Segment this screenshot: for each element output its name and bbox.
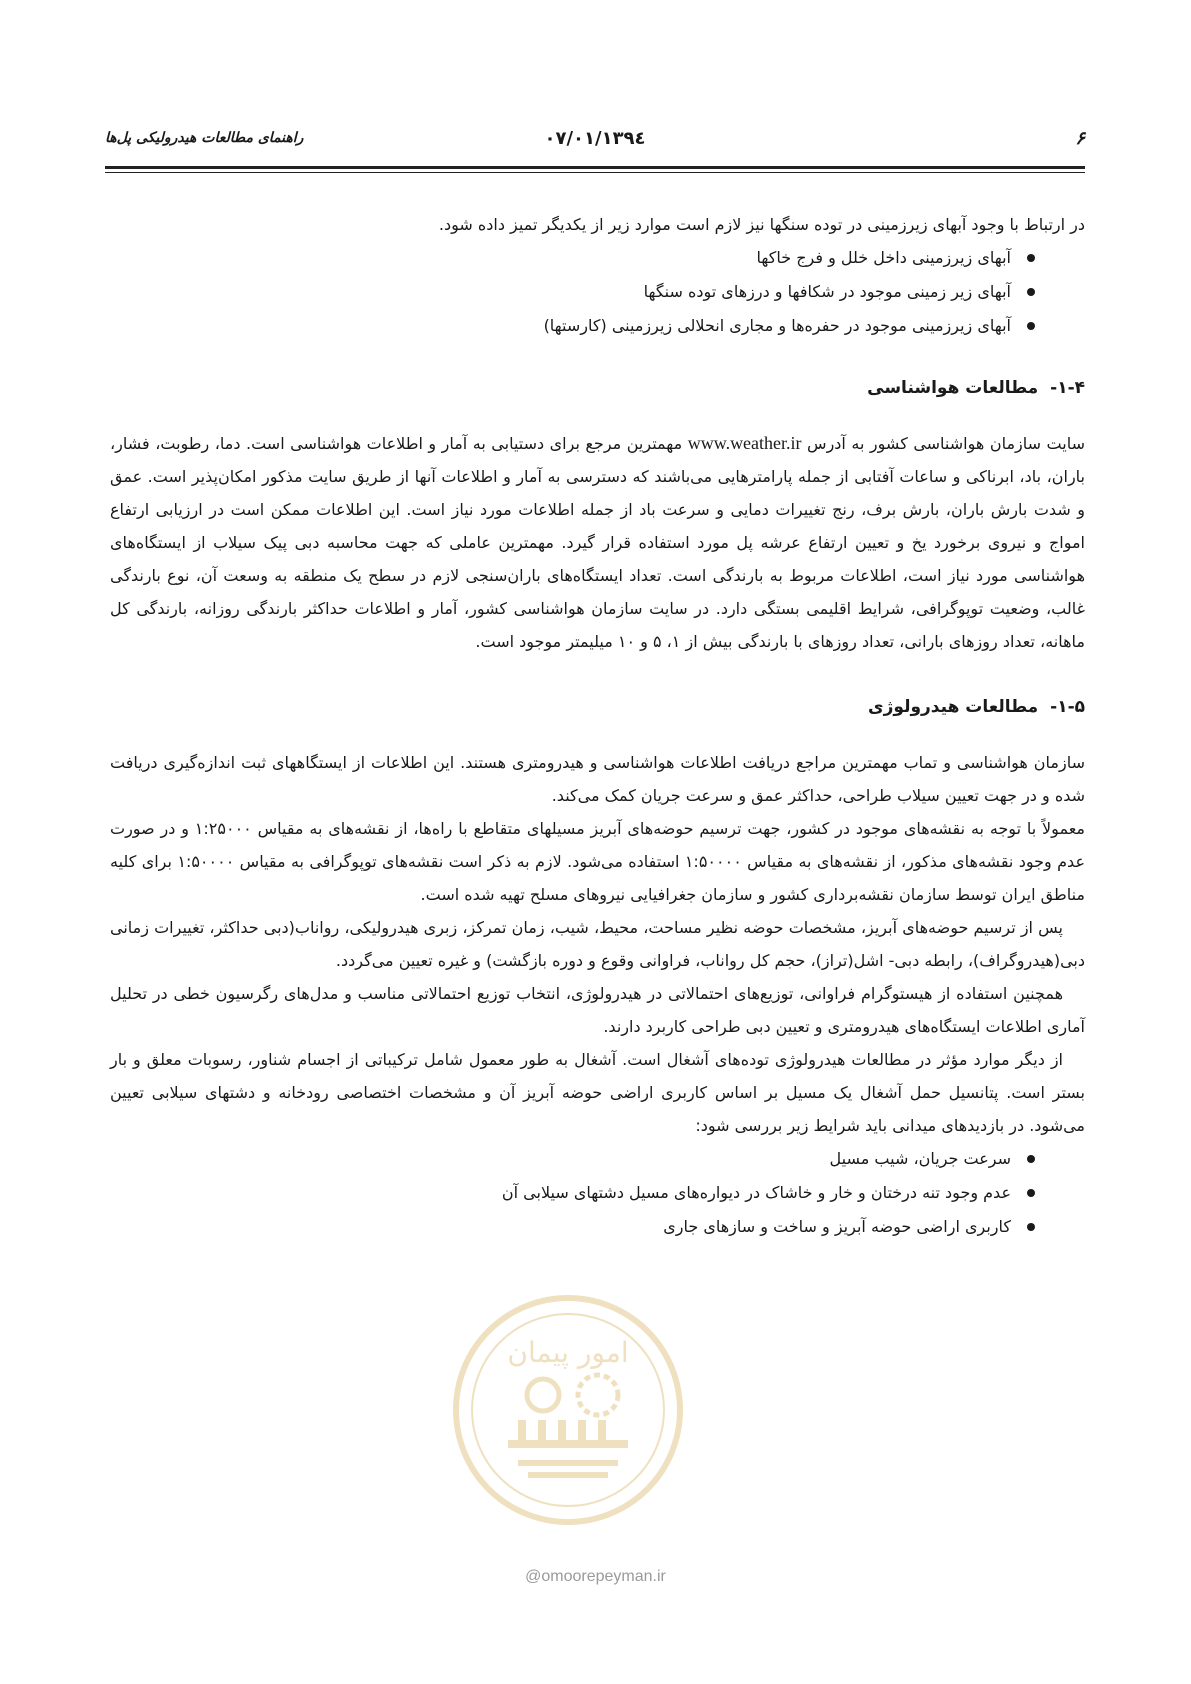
running-title: راهنمای مطالعات هیدرولیکی پل‌ها (105, 130, 304, 146)
list-item: سرعت جریان، شیب مسیل (110, 1142, 1035, 1176)
bullet-icon (1027, 288, 1035, 296)
watermark-url: @omoorepeyman.ir (525, 1568, 666, 1585)
header-rule-thick (105, 166, 1085, 169)
weather-site-link[interactable]: www.weather.ir (687, 433, 802, 453)
meteorology-paragraph: سایت سازمان هواشناسی کشور به آدرس www.weather.ir مهمترین مرجع برای دستیابی به آمار و اطلاعات هواشناسی است. دما، رطوبت، فشار، باران، باد، ابرناکی و ساعات آفتابی از جمله پارامترهایی می‌باشند که دسترسی به آمار و اطلاعات آنها از طریق سایت مذکور امکان‌پذیر است. عمق و شدت بارش باران، بارش برف، رنج تغییرات دمایی و سرعت باد از جمله اطلاعات مورد نیاز است. این اطلاعات ممکن است در ارزیابی ارتفاع امواج و نیروی برخورد یخ و تعیین ارتفاع عرشه پل مورد استفاده قرار گیرد. مهمترین عاملی که جهت محاسبه دبی پیک سیلاب از ایستگاه‌های هواشناسی مورد نیاز است، اطلاعات مربوط به بارندگی است. تعداد ایستگاه‌های باران‌سنجی لازم در سطح یک منطقه به وسعت آن، نوع بارندگی غالب، وضعیت توپوگرافی، شرایط اقلیمی بستگی دارد. در سایت سازمان هواشناسی کشور، آمار و اطلاعات حداکثر بارندگی روزانه، بارندگی کل ماهانه، تعداد روزهای بارانی، تعداد روزهای با بارندگی بیش از ۱، ۵ و ۱۰ میلیمتر موجود است. (110, 433, 1085, 651)
bullet-icon (1027, 1155, 1035, 1163)
bullet-icon (1027, 1223, 1035, 1231)
section-title: مطالعات هیدرولوژی (868, 697, 1039, 717)
hydrology-paragraph: از دیگر موارد مؤثر در مطالعات هیدرولوژی توده‌های آشغال است. آشغال به طور معمول شامل ترکیباتی از اجسام شناور، رسوبات معلق و بار بستر است. پتانسیل حمل آشغال یک مسیل بر اساس کاربری اراضی حوضه آبریز آن و مشخصات اختصاصی رودخانه و دشتهای سیلابی تعیین می‌شود. در بازدیدهای میدانی باید شرایط زیر بررسی شود: (110, 1050, 1085, 1135)
intro-paragraph: در ارتباط با وجود آبهای زیرزمینی در توده سنگها نیز لازم است موارد زیر از یکدیگر تمیز داده شود. (438, 215, 1085, 234)
list-item: کاربری اراضی حوضه آبریز و ساخت و سازهای جاری (110, 1210, 1035, 1244)
section-title: مطالعات هواشناسی (867, 378, 1039, 398)
section-heading-meteorology (110, 373, 1085, 403)
bullet-icon (1027, 254, 1035, 262)
hydrology-paragraph: همچنین استفاده از هیستوگرام فراوانی، توزیع‌های احتمالاتی در هیدرولوژی، انتخاب توزیع احتمالاتی مناسب و مدل‌های رگرسیون خطی در تحلیل آماری اطلاعات ایستگاه‌های هیدرومتری و تعیین دبی طراحی کاربرد دارند. (110, 984, 1085, 1036)
page-header (105, 128, 1085, 158)
section-number: ۱-۵- (1050, 697, 1085, 717)
document-date: ۱۳۹٤/۰۷/۰۱ (544, 128, 646, 149)
bullet-icon (1027, 1189, 1035, 1197)
svg-text:امور پیمان: امور پیمان (507, 1336, 629, 1369)
section-heading-hydrology (110, 692, 1085, 722)
hydrology-paragraph: سازمان هواشناسی و تماب مهمترین مراجع دریافت اطلاعات هواشناسی و هیدرومتری هستند. این اطلاعات از ایستگاههای ثبت اندازه‌گیری دریافت شده و در جهت تعیین سیلاب طراحی، حداکثر عمق و سرعت جریان کمک می‌کند. (110, 753, 1085, 805)
list-item: آبهای زیرزمینی داخل خلل و فرج خاکها (110, 241, 1035, 275)
list-item: آبهای زیرزمینی موجود در حفره‌ها و مجاری انحلالی زیرزمینی (کارستها) (110, 309, 1035, 343)
bullet-icon (1027, 322, 1035, 330)
list-item: عدم وجود تنه درختان و خار و خاشاک در دیواره‌های مسیل دشتهای سیلابی آن (110, 1176, 1035, 1210)
page-content (110, 208, 1085, 1244)
watermark-seal-icon (448, 1290, 688, 1530)
header-rule-thin (105, 172, 1085, 173)
hydrology-paragraph: پس از ترسیم حوضه‌های آبریز، مشخصات حوضه نظیر مساحت، محیط، شیب، زمان تمرکز، زبری هیدرولیکی، رواناب(دبی حداکثر، تغییرات زمانی دبی(هیدروگراف)، رابطه دبی- اشل(تراز)، حجم کل رواناب، فراوانی وقوع و دوره بازگشت) و غیره تعیین می‌گردد. (110, 918, 1085, 970)
intro-bullet-list (110, 241, 1085, 343)
hydrology-paragraph: معمولاً با توجه به نقشه‌های موجود در کشور، جهت ترسیم حوضه‌های آبریز مسیلهای متقاطع با راه‌ها، از نقشه‌های به مقیاس ۱:۲۵۰۰۰ و در صورت عدم وجود نقشه‌های مذکور، از نقشه‌های به مقیاس ۱:۵۰۰۰۰ استفاده می‌شود. لازم به ذکر است نقشه‌های توپوگرافی به مقیاس ۱:۵۰۰۰۰ برای کلیه مناطق ایران توسط سازمان نقشه‌برداری کشور و سازمان جغرافیایی نیروهای مسلح تهیه شده است. (110, 819, 1085, 904)
hydrology-bullet-list (110, 1142, 1085, 1244)
list-item: آبهای زیر زمینی موجود در شکافها و درزهای توده سنگها (110, 275, 1035, 309)
page-number: ۶ (1075, 128, 1085, 149)
section-number: ۱-۴- (1050, 378, 1085, 398)
